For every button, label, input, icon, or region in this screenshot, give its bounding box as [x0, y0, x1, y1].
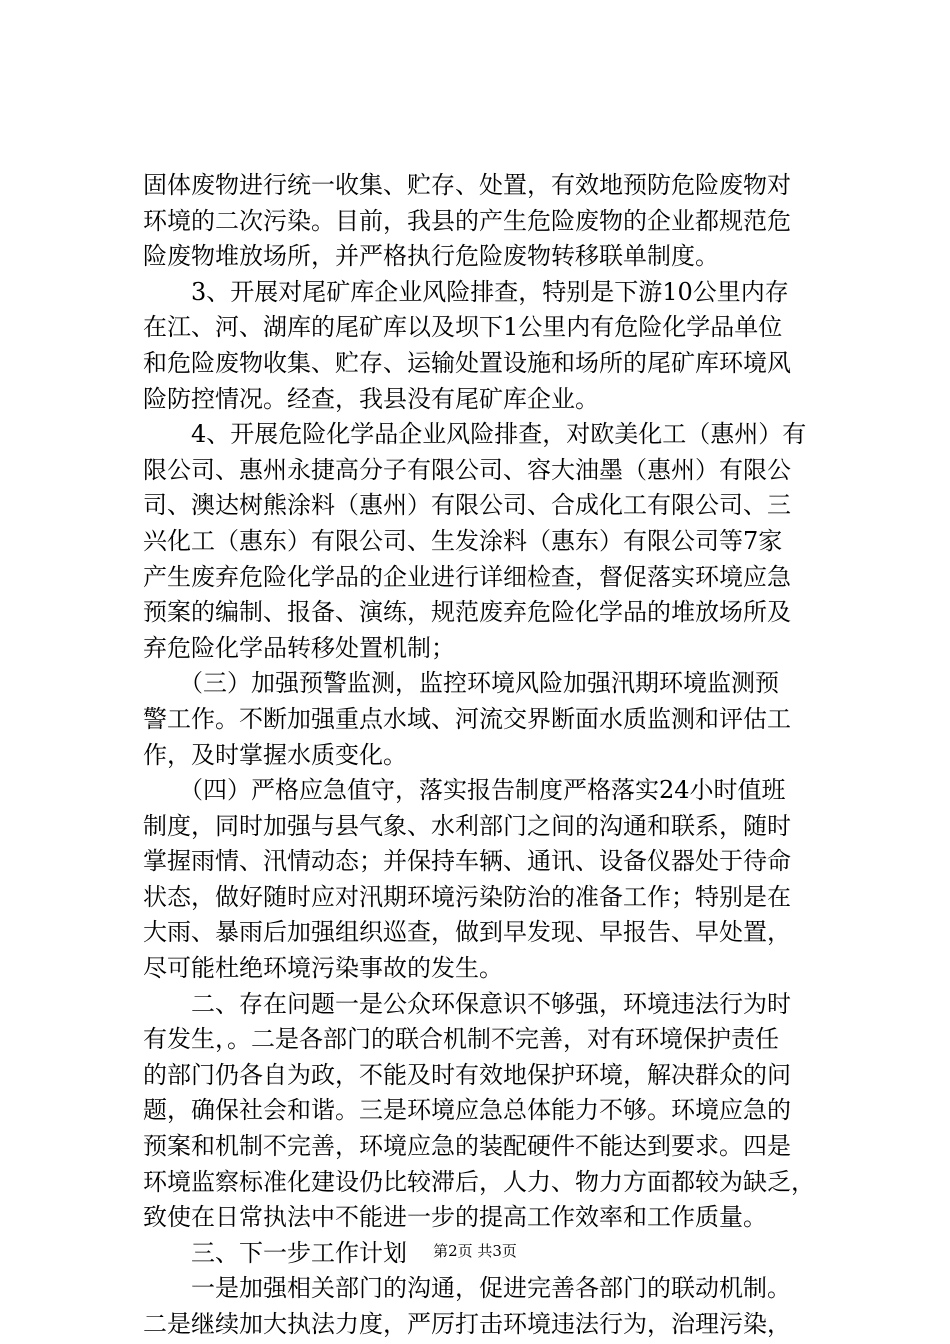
text-line: 大雨、暴雨后加强组织巡查，做到早发现、早报告、早处置，	[143, 918, 791, 947]
text-line: 一是加强相关部门的沟通，促进完善各部门的联动机制。	[143, 1274, 791, 1303]
text-line: 4、开展危险化学品企业风险排查，对欧美化工（惠州）有	[143, 420, 807, 449]
text-line: 3、开展对尾矿库企业风险排查，特别是下游10公里内存	[143, 277, 789, 306]
text-line: 在江、河、湖库的尾矿库以及坝下1公里内有危险化学品单位	[143, 313, 783, 342]
text-line: 产生废弃危险化学品的企业进行详细检查，督促落实环境应急	[143, 562, 791, 591]
text-line: 二是继续加大执法力度，严厉打击环境违法行为，治理污染，	[143, 1310, 791, 1338]
text-line: 固体废物进行统一收集、贮存、处置，有效地预防危险废物对	[143, 171, 791, 199]
text-line: 尽可能杜绝环境污染事故的发生。	[143, 954, 503, 983]
text-line: 限公司、惠州永捷高分子有限公司、容大油墨（惠州）有限公	[143, 455, 791, 484]
document-body	[143, 168, 833, 1343]
page-footer: 第2页 共3页	[433, 1242, 517, 1260]
text-line: 环境监察标准化建设仍比较滞后，人力、物力方面都较为缺乏，	[143, 1167, 815, 1196]
text-line: 制度，同时加强与县气象、水利部门之间的沟通和联系，随时	[143, 811, 791, 840]
text-line: 和危险废物收集、贮存、运输处置设施和场所的尾矿库环境风	[143, 348, 791, 377]
text-line: 兴化工（惠东）有限公司、生发涂料（惠东）有限公司等7家	[143, 526, 783, 555]
text-line: 警工作。不断加强重点水域、河流交界断面水质监测和评估工	[143, 704, 791, 733]
text-line: 险废物堆放场所，并严格执行危险废物转移联单制度。	[143, 242, 719, 271]
text-line: 司、澳达树熊涂料（惠州）有限公司、合成化工有限公司、三	[143, 491, 791, 520]
text-line: 环境的二次污染。目前，我县的产生危险废物的企业都规范危	[143, 206, 791, 235]
text-line: 三、下一步工作计划	[143, 1238, 407, 1267]
text-line: 作，及时掌握水质变化。	[143, 740, 407, 769]
text-line: 致使在日常执法中不能进一步的提高工作效率和工作质量。	[143, 1203, 767, 1232]
text-line: 预案的编制、报备、演练，规范废弃危险化学品的堆放场所及	[143, 598, 791, 627]
text-line: 弃危险化学品转移处置机制；	[143, 633, 455, 662]
text-line: 状态，做好随时应对汛期环境污染防治的准备工作；特别是在	[143, 882, 791, 911]
text-line: 二、存在问题一是公众环保意识不够强，环境违法行为时	[143, 989, 791, 1018]
text-line: （四）严格应急值守，落实报告制度严格落实24小时值班	[143, 776, 786, 805]
text-line: 预案和机制不完善，环境应急的装配硬件不能达到要求。四是	[143, 1132, 791, 1161]
text-line: 的部门仍各自为政，不能及时有效地保护环境，解决群众的问	[143, 1060, 791, 1089]
text-line: 有发生，。二是各部门的联合机制不完善，对有环境保护责任	[143, 1025, 779, 1054]
text-line: （三）加强预警监测，监控环境风险加强汛期环境监测预	[143, 669, 779, 698]
text-line: 掌握雨情、汛情动态；并保持车辆、通讯、设备仪器处于待命	[143, 847, 791, 876]
text-line: 题，确保社会和谐。三是环境应急总体能力不够。环境应急的	[143, 1096, 791, 1125]
text-line: 险防控情况。经查，我县没有尾矿库企业。	[143, 384, 599, 413]
